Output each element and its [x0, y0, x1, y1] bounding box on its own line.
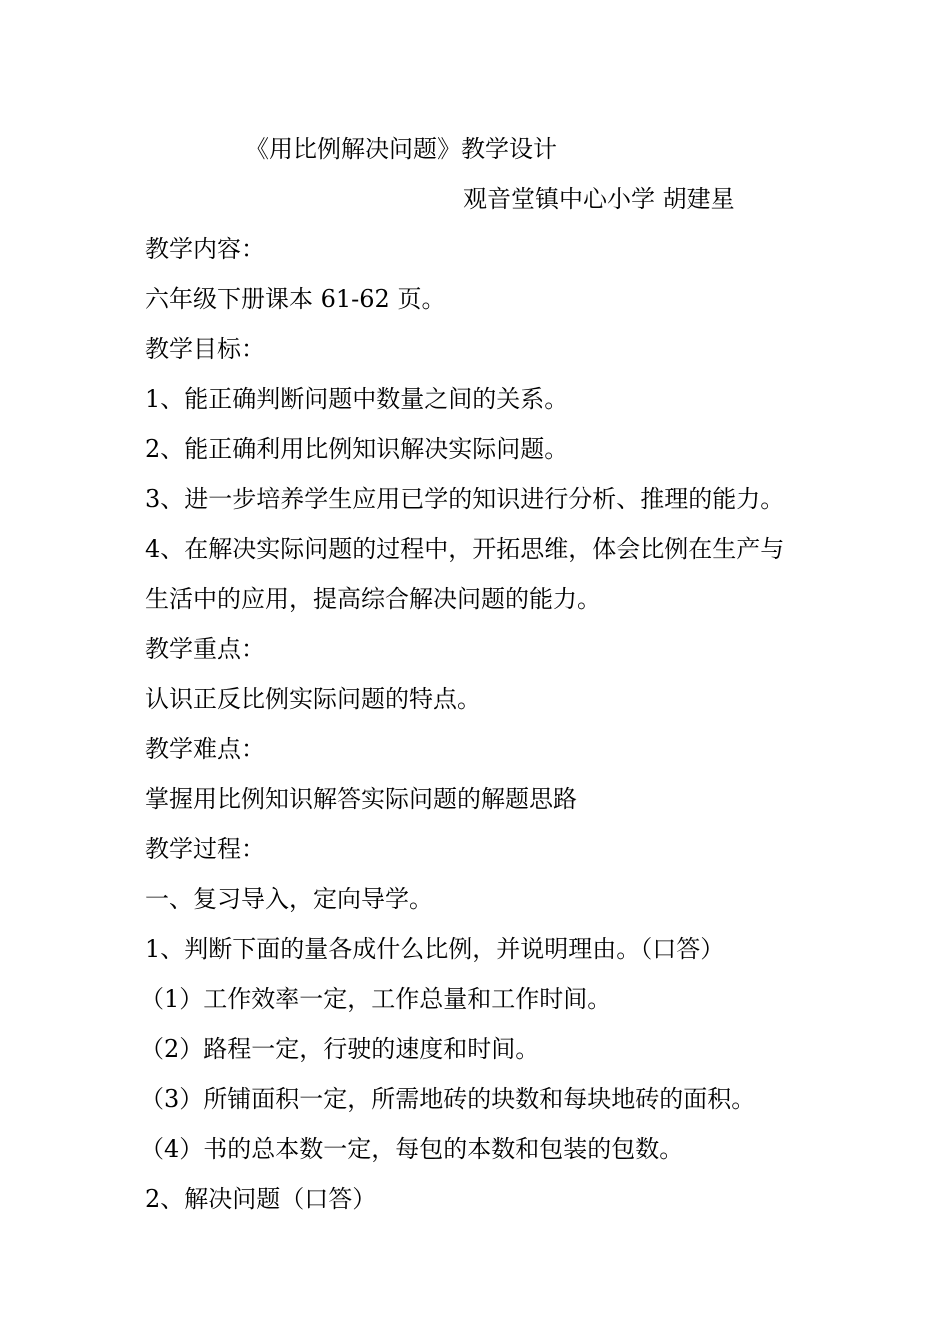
paragraph-line: 六年级下册课本 61-62 页。 [145, 285, 446, 313]
paragraph-line: 掌握用比例知识解答实际问题的解题思路 [145, 785, 577, 813]
list-item: （1）工作效率一定，工作总量和工作时间。 [140, 985, 612, 1013]
paragraph-line: 2、能正确利用比例知识解决实际问题。 [145, 435, 569, 463]
paragraph-line: 2、解决问题（口答） [145, 1185, 377, 1213]
paragraph-line: 1、能正确判断问题中数量之间的关系。 [145, 385, 569, 413]
paragraph-line: 一、复习导入，定向导学。 [145, 885, 433, 913]
author-line: 观音堂镇中心小学 胡建星 [463, 185, 735, 213]
document-title: 《用比例解决问题》教学设计 [245, 135, 557, 163]
section-heading-content: 教学内容： [145, 235, 265, 263]
list-item: （3）所铺面积一定，所需地砖的块数和每块地砖的面积。 [140, 1085, 756, 1113]
list-item: （2）路程一定，行驶的速度和时间。 [140, 1035, 540, 1063]
paragraph-line: 认识正反比例实际问题的特点。 [145, 685, 481, 713]
section-heading-key-points: 教学重点： [145, 635, 265, 663]
paragraph-line: 4、在解决实际问题的过程中，开拓思维，体会比例在生产与 [145, 535, 785, 563]
paragraph-line: 1、判断下面的量各成什么比例，并说明理由。（口答） [145, 935, 725, 963]
section-heading-process: 教学过程： [145, 835, 265, 863]
paragraph-line: 3、进一步培养学生应用已学的知识进行分析、推理的能力。 [145, 485, 785, 513]
section-heading-difficulties: 教学难点： [145, 735, 265, 763]
list-item: （4）书的总本数一定，每包的本数和包装的包数。 [140, 1135, 684, 1163]
section-heading-objectives: 教学目标： [145, 335, 265, 363]
paragraph-line: 生活中的应用，提高综合解决问题的能力。 [145, 585, 601, 613]
